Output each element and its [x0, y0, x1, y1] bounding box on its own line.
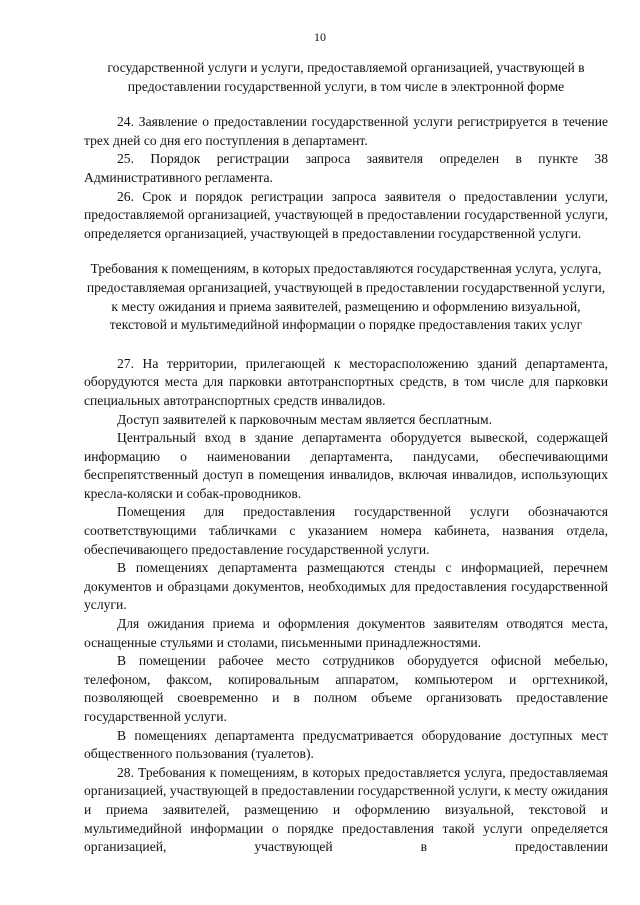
paragraph-28: 28. Требования к помещениям, в которых предоставляется услуга, предоставляемая организацией, участвующей в предоставлении государственной услуги, к месту ожидания и приема заявителей, размещению и оформлению визуальной, текстовой и мультимедийной информации о порядке предоставления такой услуги определяется организацией, участвующей в предоставлении — [84, 764, 608, 855]
page-number: 10 — [314, 30, 326, 44]
paragraph-stands: В помещениях департамента размещаются стенды с информацией, перечнем документов и образцами документов, необходимых для предоставления государственной услуги. — [84, 560, 608, 613]
document-body — [84, 59, 608, 857]
paragraph-workplace: В помещении рабочее место сотрудников оборудуется офисной мебелью, телефоном, факсом, копировальным аппаратом, компьютером и оргтехникой, позволяющей своевременно и в полном объеме организовать предоставление государственной услуги. — [84, 653, 608, 724]
paragraph-signage: Помещения для предоставления государственной услуги обозначаются соответствующими табличками с указанием номера кабинета, названия отдела, обеспечивающего предоставление государственной услуги. — [84, 504, 608, 557]
paragraph-central-entrance: Центральный вход в здание департамента оборудуется вывеской, содержащей информацию о наименовании департамента, пандусами, обеспечивающими беспрепятственный доступ в помещения инвалидов, включая инвалидов, использующих кресла-коляски и собак-проводников. — [84, 430, 608, 501]
section-heading-premises: Требования к помещениям, в которых предоставляются государственная услуга, услуга, предоставляемая организацией, участвующей в предоставлении государственной услуги, к месту ожидания и приема заявителей, размещению и оформлению визуальной, текстовой и мультимедийной информации о порядке предоставления таких услуг — [86, 261, 606, 333]
section-heading-top: государственной услуги и услуги, предоставляемой организацией, участвующей в предоставлении государственной услуги, в том числе в электронной форме — [107, 60, 585, 94]
paragraph-public-facilities: В помещениях департамента предусматривается оборудование доступных мест общественного пользования (туалетов). — [84, 727, 608, 762]
paragraph-26: 26. Срок и порядок регистрации запроса заявителя о предоставлении услуги, предоставляемой организацией, участвующей в предоставлении государственной услуги, определяется организацией, участвующей в предоставлении государственной услуги. — [84, 188, 608, 241]
paragraph-waiting-places: Для ожидания приема и оформления документов заявителям отводятся места, оснащенные стульями и столами, письменными принадлежностями. — [84, 616, 608, 650]
paragraph-parking-access: Доступ заявителей к парковочным местам является бесплатным. — [117, 411, 493, 427]
paragraph-24: 24. Заявление о предоставлении государственной услуги регистрируется в течение трех дней со дня его поступления в департамент. — [84, 114, 608, 148]
paragraph-27: 27. На территории, прилегающей к месторасположению зданий департамента, оборудуются места для парковки автотранспортных средств, в том числе для парковки специальных автотранспортных средств инвалидов. — [84, 355, 608, 408]
paragraph-25: 25. Порядок регистрации запроса заявителя определен в пункте 38 Административного регламента. — [84, 151, 608, 185]
